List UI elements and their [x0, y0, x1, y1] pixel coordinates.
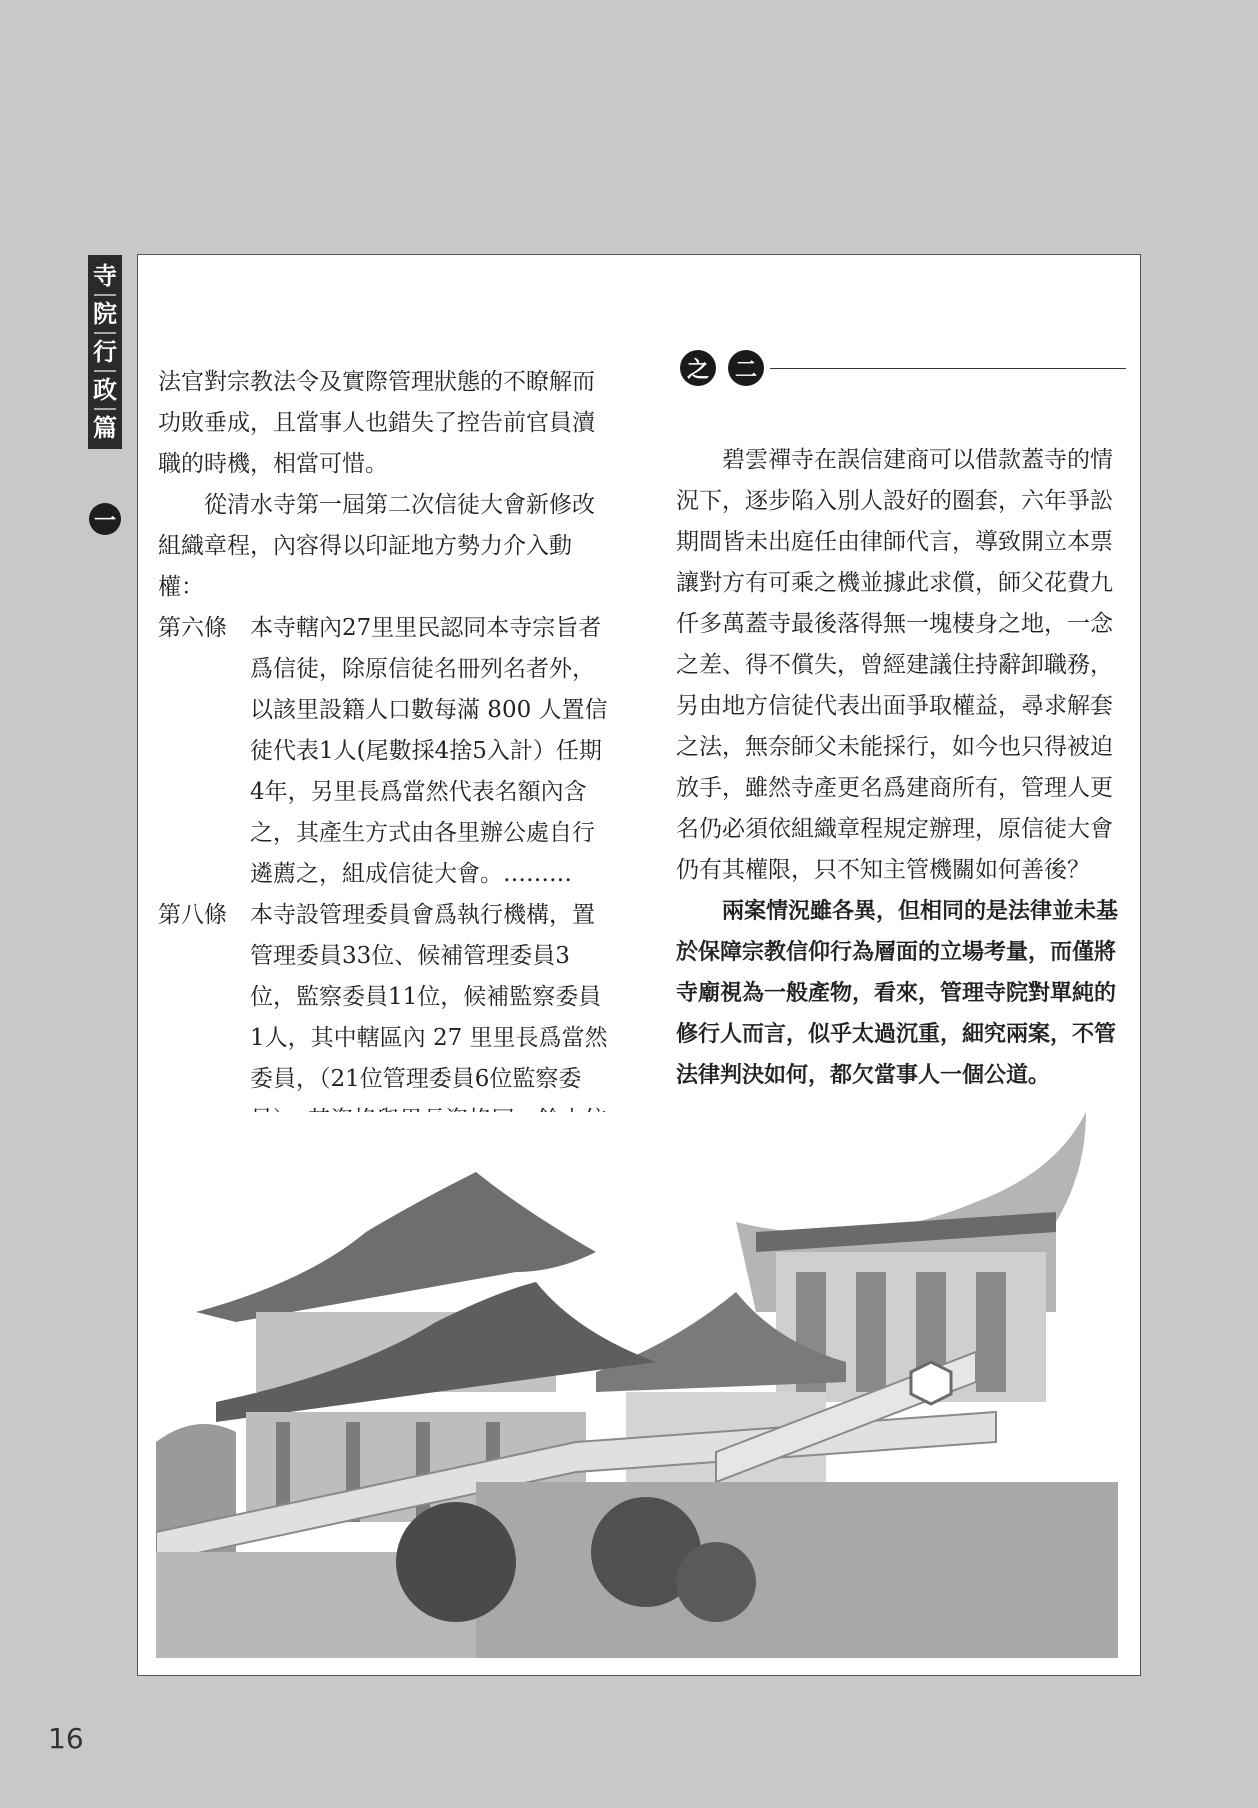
right-paragraph-2: 兩案情況雖各異，但相同的是法律並未基於保障宗教信仰行為層面的立場考量，而僅將寺廟視為一般產物，看來，管理寺院對單純的修行人而言，似乎太過沉重，細究兩案，不管法律判決如何，都欠當事人一個公道。	[676, 899, 1119, 1088]
section-char-2: 二	[728, 350, 764, 386]
right-column	[676, 440, 1126, 1096]
tab-char-4: 政	[93, 376, 117, 404]
article-8-text: 本寺設管理委員會爲執行機構，置管理委員33位、候補管理委員3位，監察委員11位，候補監察委員1人，其中轄區內 27 里里長爲當然委員，（21位管理委員6位監察委	[250, 902, 608, 1092]
tab-divider	[94, 370, 116, 372]
page-number: 16	[48, 1722, 84, 1755]
tab-char-2: 院	[93, 300, 117, 328]
tab-char-3: 行	[93, 338, 117, 366]
section-heading	[680, 350, 776, 386]
chapter-number-badge: 一	[89, 503, 121, 535]
temple-photo	[156, 1112, 1118, 1658]
tab-divider	[94, 332, 116, 334]
article-6	[158, 608, 608, 895]
article-6-label: 第六條	[158, 615, 227, 641]
right-paragraph-1: 碧雲禪寺在誤信建商可以借款蓋寺的情況下，逐步陷入別人設好的圈套，六年爭訟期間皆未出庭任由律師代言，導致開立本票讓對方有可乘之機並據此求償，師父花費九仟多萬蓋寺最後落得無一塊棲身之地，一念之差、得不償失，曾經建議住持辭卸職務，另由地方信徒代表出面爭取權益，尋求解套之法，無奈師父未能採行，如今也只得被迫放手，雖然寺產更名爲建商所有，管理人更名仍必須依組織章程規定辦理，原信徒大會仍有其權限，只不知主管機關如何善後？	[676, 447, 1113, 883]
tab-divider	[94, 408, 116, 410]
section-rule	[770, 368, 1126, 369]
left-paragraph-1: 法官對宗教法令及實際管理狀態的不瞭解而功敗垂成，且當事人也錯失了控告前官員瀆職的時機，相當可惜。	[158, 369, 595, 477]
section-char-1: 之	[680, 350, 716, 386]
chapter-tab	[88, 255, 122, 449]
tab-divider	[94, 294, 116, 296]
tab-char-1: 寺	[93, 262, 117, 290]
left-paragraph-2: 從清水寺第一屆第二次信徒大會新修改組織章程，內容得以印証地方勢力介入動權：	[158, 492, 595, 600]
tab-char-5: 篇	[93, 414, 117, 442]
article-8-label: 第八條	[158, 902, 227, 928]
article-6-text: 本寺轄內27里里民認同本寺宗旨者爲信徒，除原信徒名冊列名者外，以該里設籍人口數每滿 800 人置信徒代表1人(尾數採4捨5入計）任期 4年，另里長爲當然代表名額內含之，其產生方式由各里辦公處自行遴薦之，組成信徒大會。………	[250, 615, 608, 887]
